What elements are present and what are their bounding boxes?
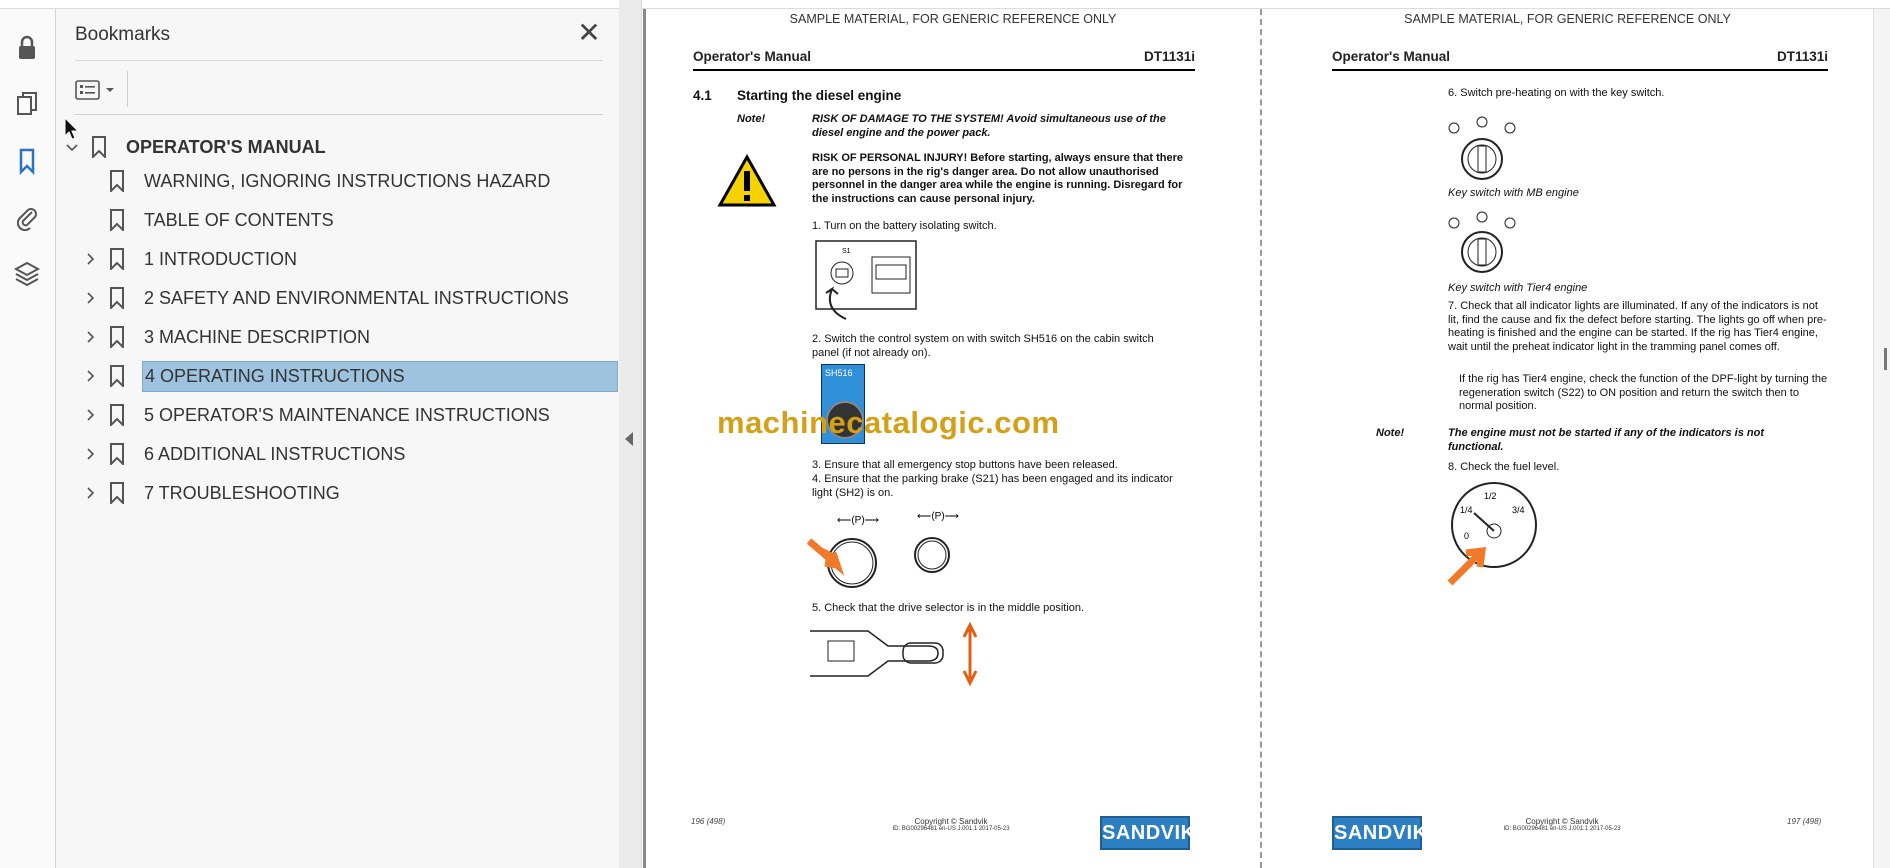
pages-icon[interactable] <box>10 87 44 121</box>
chevron-right-icon[interactable] <box>80 366 100 386</box>
bookmark-ribbon-icon <box>108 482 126 504</box>
mouse-cursor-icon <box>64 117 80 141</box>
svg-text:⟵(P)⟶: ⟵(P)⟶ <box>917 511 960 522</box>
bookmark-item[interactable] <box>80 398 552 432</box>
vertical-scrollbar[interactable] <box>1873 9 1890 868</box>
scrollbar-thumb[interactable] <box>1884 348 1887 370</box>
chevron-right-icon[interactable] <box>80 327 100 347</box>
step-2: 2. Switch the control system on with switch SH516 on the cabin switch panel (if not already on). <box>812 333 1154 359</box>
toolbar-separator <box>127 71 128 107</box>
svg-text:S1: S1 <box>842 248 851 255</box>
bookmark-label: 1 INTRODUCTION <box>144 248 297 269</box>
panel-title: Bookmarks <box>75 24 171 45</box>
drive-selector-figure <box>808 621 978 691</box>
lock-icon[interactable] <box>10 31 44 65</box>
bookmark-ribbon-icon <box>108 365 126 387</box>
chevron-right-icon[interactable] <box>80 249 100 269</box>
bookmarks-panel <box>56 9 620 868</box>
header-title: Operator's Manual <box>1332 49 1450 64</box>
bookmark-item[interactable] <box>80 281 571 315</box>
bookmark-ribbon-icon <box>108 248 126 270</box>
bookmark-item[interactable] <box>80 320 372 354</box>
close-icon[interactable]: ✕ <box>577 17 601 48</box>
switch-label: SH516 <box>825 368 853 378</box>
sandvik-logo: SANDVIK <box>1100 816 1190 850</box>
page-header <box>693 49 1195 71</box>
svg-text:0: 0 <box>1464 531 1470 541</box>
bookmark-label: 6 ADDITIONAL INSTRUCTIONS <box>144 443 406 464</box>
header-model: DT1131i <box>1143 49 1195 64</box>
bookmark-label: 4 OPERATING INSTRUCTIONS <box>142 361 618 392</box>
sample-banner: SAMPLE MATERIAL, FOR GENERIC REFERENCE ONLY <box>1404 12 1731 26</box>
note-label: Note! <box>1376 427 1405 439</box>
warning-icon <box>717 154 777 208</box>
watermark-text: machinecatalogic.com <box>717 405 1060 440</box>
step-6: 6. Switch pre-heating on with the key switch. <box>1448 87 1665 99</box>
page-footer-copyright <box>871 817 1031 832</box>
bookmark-item[interactable] <box>80 437 407 471</box>
bookmark-ribbon-icon <box>90 136 108 158</box>
bookmark-ribbon-icon <box>108 404 126 426</box>
bookmark-label: 7 TROUBLESHOOTING <box>144 482 340 503</box>
note-label: Note! <box>737 113 766 125</box>
bookmark-options-button[interactable] <box>75 75 125 105</box>
svg-text:1/4: 1/4 <box>1460 505 1473 515</box>
svg-text:⟵(P)⟶: ⟵(P)⟶ <box>837 515 880 526</box>
page-number: 197 (498) <box>1787 817 1822 826</box>
battery-switch-figure <box>814 239 918 323</box>
step-5: 5. Check that the drive selector is in the middle position. <box>812 602 1085 614</box>
sample-banner: SAMPLE MATERIAL, FOR GENERIC REFERENCE ONLY <box>789 12 1117 26</box>
caption-mb-engine: Key switch with MB engine <box>1448 187 1579 199</box>
step-3: 3. Ensure that all emergency stop buttons have been released. <box>812 459 1118 471</box>
key-switch-mb-figure <box>1446 114 1526 186</box>
divider <box>75 114 603 115</box>
bookmark-label: 5 OPERATOR'S MAINTENANCE INSTRUCTIONS <box>144 404 550 425</box>
note-text: The engine must not be started if any of the indicators is not functional. <box>1448 427 1764 453</box>
doc-id: ID: BG00296481 en-US J.001.1 2017-05-23 <box>892 826 1010 832</box>
bookmark-label: 2 SAFETY AND ENVIRONMENTAL INSTRUCTIONS <box>144 287 569 308</box>
page-header <box>1332 49 1828 71</box>
bookmark-root[interactable] <box>62 130 328 164</box>
step-7-dpf: If the rig has Tier4 engine, check the function of the DPF-light by turning the regeneration switch (S22) to ON position and return the switch then to normal position. <box>1459 373 1828 412</box>
header-title: Operator's Manual <box>693 49 811 64</box>
chevron-down-icon <box>105 85 115 95</box>
page-number: 196 (498) <box>691 817 726 826</box>
pdf-page-right <box>1262 9 1873 868</box>
copyright-text: Copyright © Sandvik <box>914 817 988 826</box>
svg-text:1/2: 1/2 <box>1484 491 1497 501</box>
note-text: RISK OF DAMAGE TO THE SYSTEM! Avoid simultaneous use of the diesel engine and the power pack. <box>812 113 1166 139</box>
warning-text: RISK OF PERSONAL INJURY! Before starting, always ensure that there are no persons in the rig's danger area. Do not allow unauthorised personnel in the danger area while the engine is running. Disregard for the instructions can cause personal injury. <box>812 152 1184 205</box>
step-1: 1. Turn on the battery isolating switch. <box>812 220 997 232</box>
panel-collapse-handle[interactable] <box>619 0 642 868</box>
copyright-text: Copyright © Sandvik <box>1525 817 1599 826</box>
step-7: 7. Check that all indicator lights are illuminated. If any of the indicators is not lit, find the cause and fix the defect before starting. The lights go off when pre-heating is finished and the engine can be started. If the rig has Tier4 engine, wait until the preheat indicator light in the tramming panel comes off. <box>1448 300 1827 353</box>
navigation-toolbar <box>0 9 56 868</box>
section-number: 4.1 <box>693 88 712 103</box>
doc-id: ID: BG00296481 en-US J.001.1 2017-05-23 <box>1503 826 1621 832</box>
bookmark-label: TABLE OF CONTENTS <box>144 209 334 230</box>
fuel-gauge-figure <box>1446 479 1566 589</box>
collapse-arrow-icon <box>625 432 633 446</box>
bookmark-item[interactable] <box>80 203 336 237</box>
page-footer-copyright <box>1482 817 1642 832</box>
step-4: 4. Ensure that the parking brake (S21) has been engaged and its indicator light (SH2) is on. <box>812 473 1173 499</box>
bookmark-item[interactable] <box>80 476 342 510</box>
caption-tier4-engine: Key switch with Tier4 engine <box>1448 282 1588 294</box>
chevron-right-icon[interactable] <box>80 483 100 503</box>
chevron-right-icon[interactable] <box>80 288 100 308</box>
bookmark-label: 3 MACHINE DESCRIPTION <box>144 326 371 347</box>
chevron-right-icon[interactable] <box>80 405 100 425</box>
list-options-icon <box>75 79 101 101</box>
header-model: DT1131i <box>1776 49 1828 64</box>
bookmark-label: OPERATOR'S MANUAL <box>126 136 326 157</box>
chevron-right-icon[interactable] <box>80 444 100 464</box>
bookmark-ribbon-icon <box>108 326 126 348</box>
key-switch-tier4-figure <box>1446 209 1526 279</box>
svg-text:3/4: 3/4 <box>1512 505 1525 515</box>
bookmark-ribbon-icon <box>108 170 126 192</box>
bookmark-item[interactable] <box>80 242 299 276</box>
step-8: 8. Check the fuel level. <box>1448 461 1560 473</box>
bookmark-item[interactable] <box>80 164 552 198</box>
bookmark-icon[interactable] <box>10 144 44 178</box>
divider <box>75 60 603 61</box>
parking-brake-figure <box>807 505 967 595</box>
bookmark-ribbon-icon <box>108 287 126 309</box>
sandvik-logo: SANDVIK <box>1332 816 1422 850</box>
layers-icon[interactable] <box>10 256 44 290</box>
attachment-icon[interactable] <box>10 200 44 234</box>
bookmark-label: WARNING, IGNORING INSTRUCTIONS HAZARD <box>144 170 551 191</box>
window-top-edge <box>0 0 1890 9</box>
bookmark-ribbon-icon <box>108 209 126 231</box>
bookmark-ribbon-icon <box>108 443 126 465</box>
bookmark-item-selected[interactable] <box>80 359 618 393</box>
section-title: Starting the diesel engine <box>737 88 902 103</box>
